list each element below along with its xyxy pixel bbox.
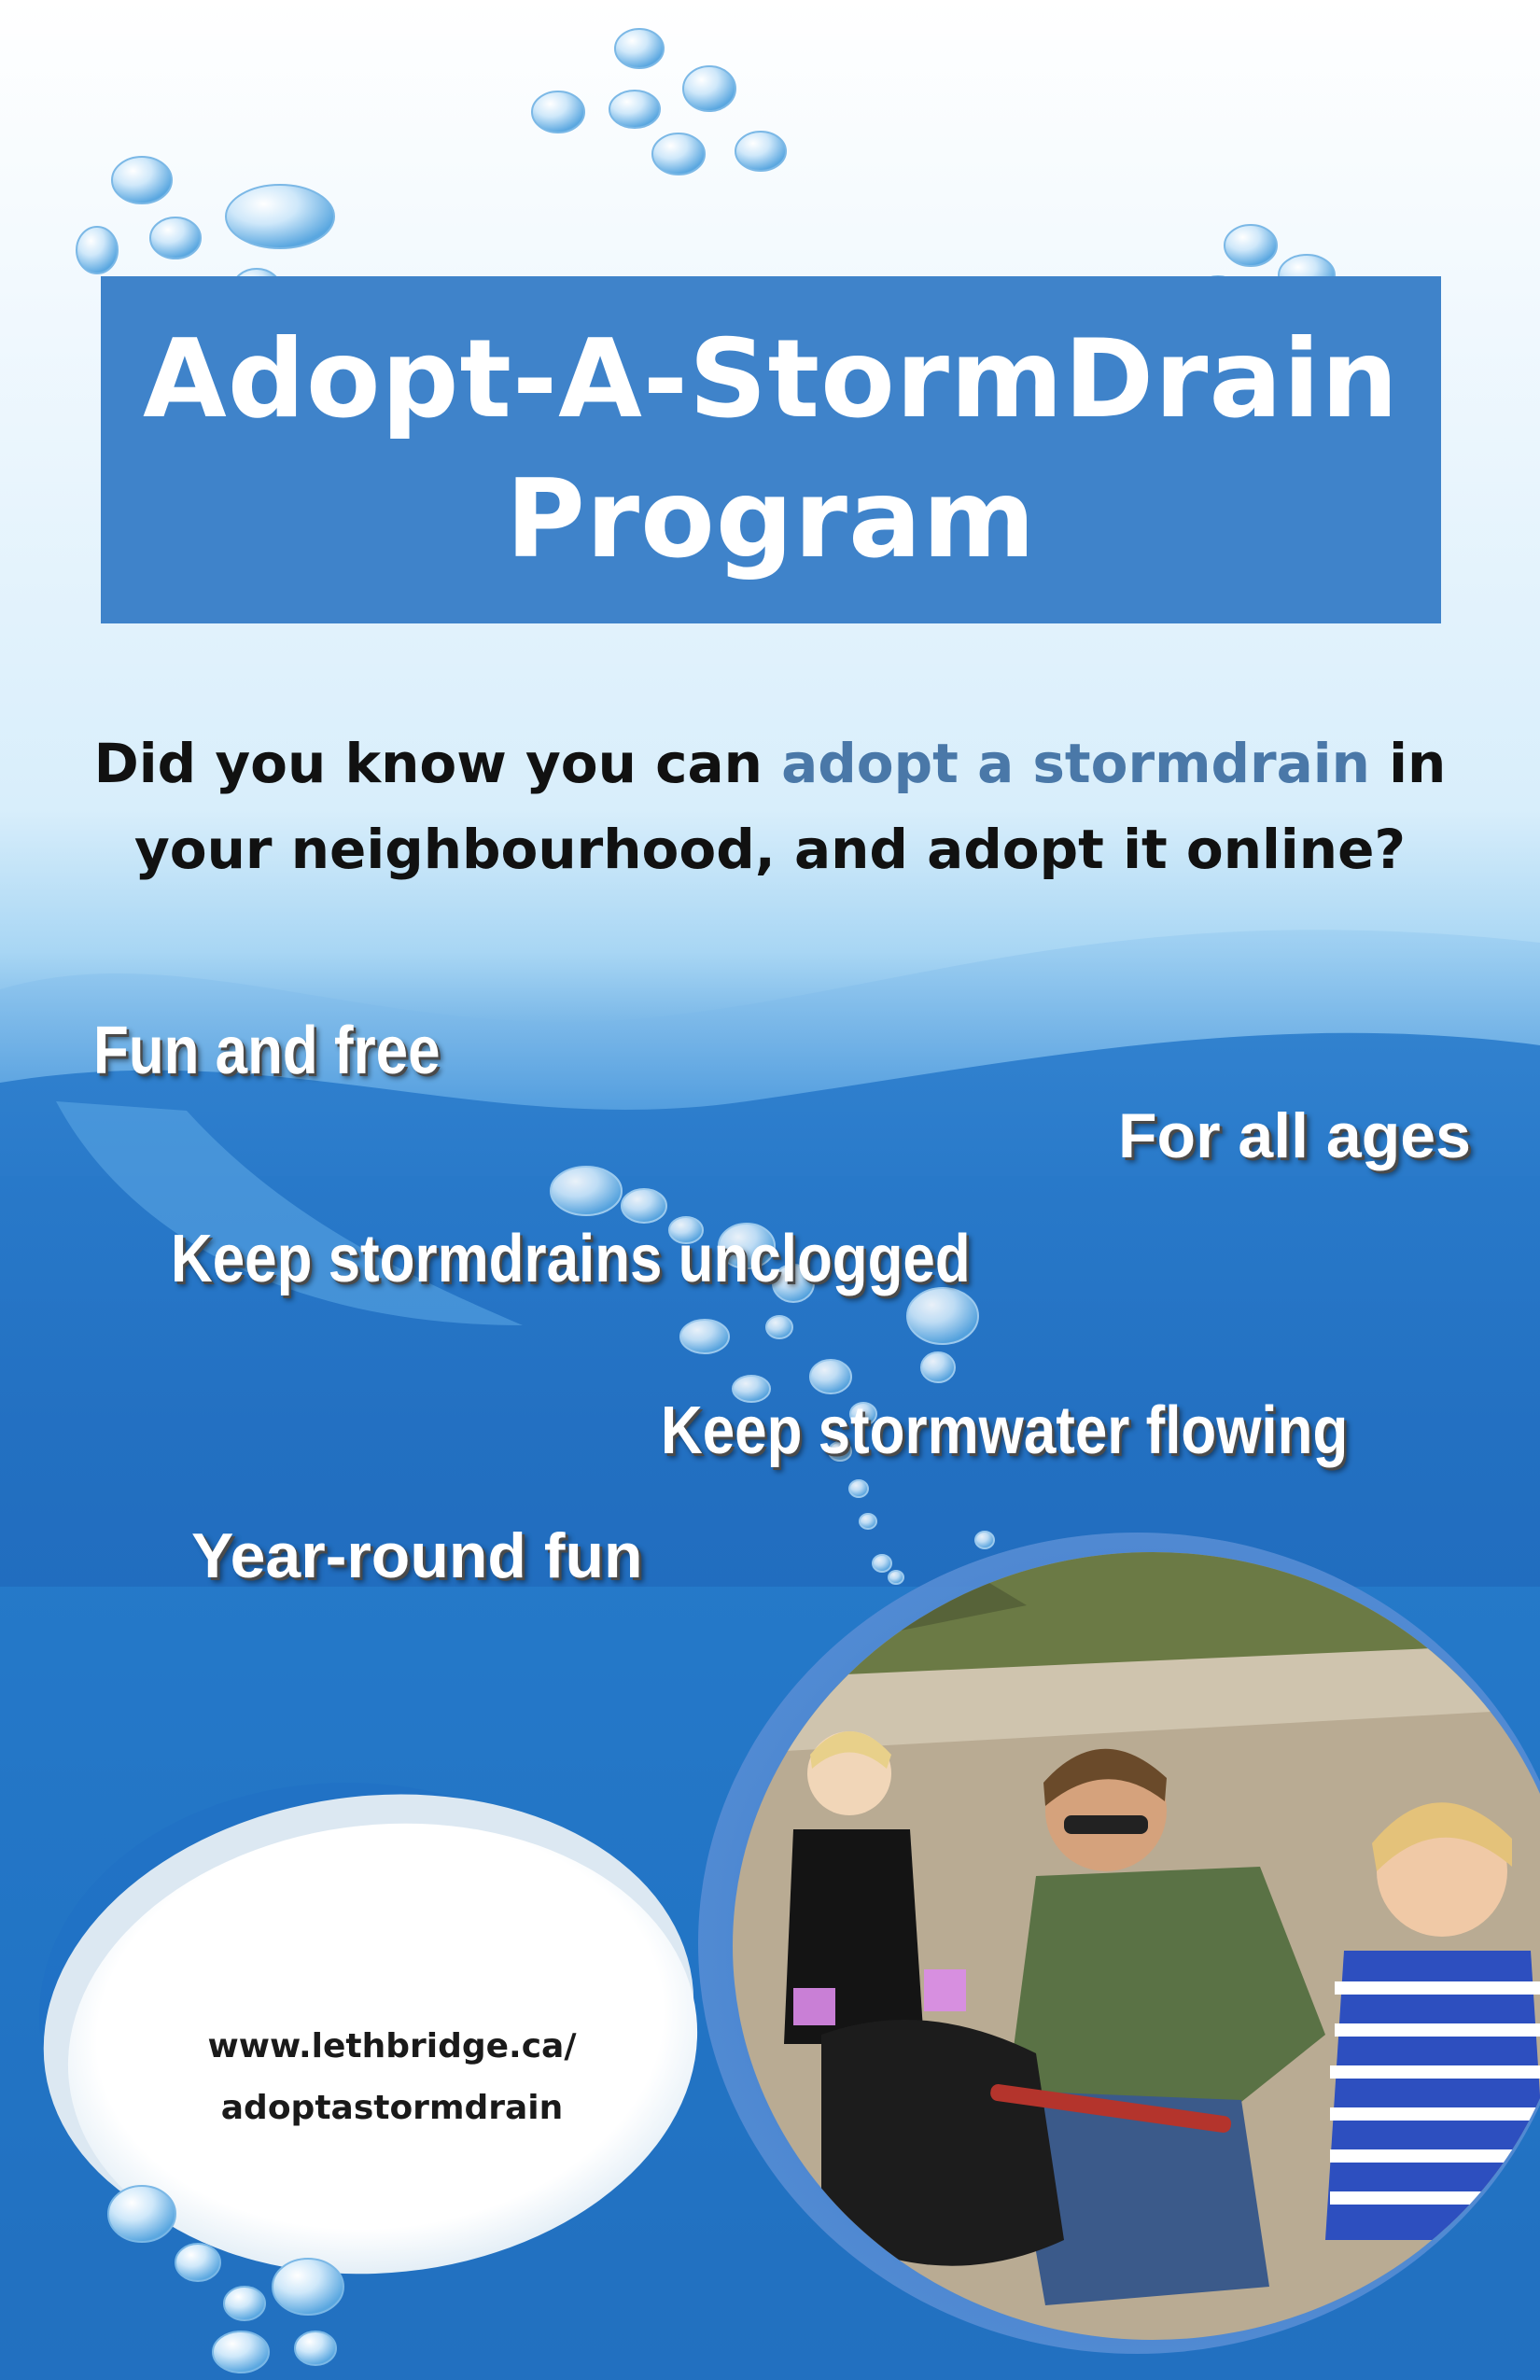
intro-highlight: adopt a stormdrain (781, 732, 1370, 795)
slogan-fun-and-free: Fun and free (93, 1014, 441, 1088)
intro-line-1 (93, 721, 1447, 806)
title-line-2: Program (505, 456, 1037, 582)
slogan-for-all-ages: For all ages (1118, 1100, 1471, 1171)
slogan-keep-flowing: Keep stormwater flowing (661, 1393, 1349, 1468)
title-banner (101, 276, 1441, 623)
slogan-keep-unclogged: Keep stormdrains unclogged (171, 1222, 971, 1296)
intro-line-2: your neighbourhood, and adopt it online? (133, 818, 1407, 881)
title-line-1: Adopt-A-StormDrain (143, 316, 1399, 442)
website-url-line-2: adoptastormdrain (220, 2089, 564, 2127)
intro-part-2: in (1369, 732, 1447, 795)
website-url[interactable] (159, 2016, 625, 2139)
website-url-line-1: www.lethbridge.ca/ (207, 2027, 577, 2065)
intro-part-1: Did you know you can (93, 732, 782, 795)
slogan-year-round: Year-round fun (191, 1520, 643, 1591)
intro-text (93, 721, 1447, 892)
